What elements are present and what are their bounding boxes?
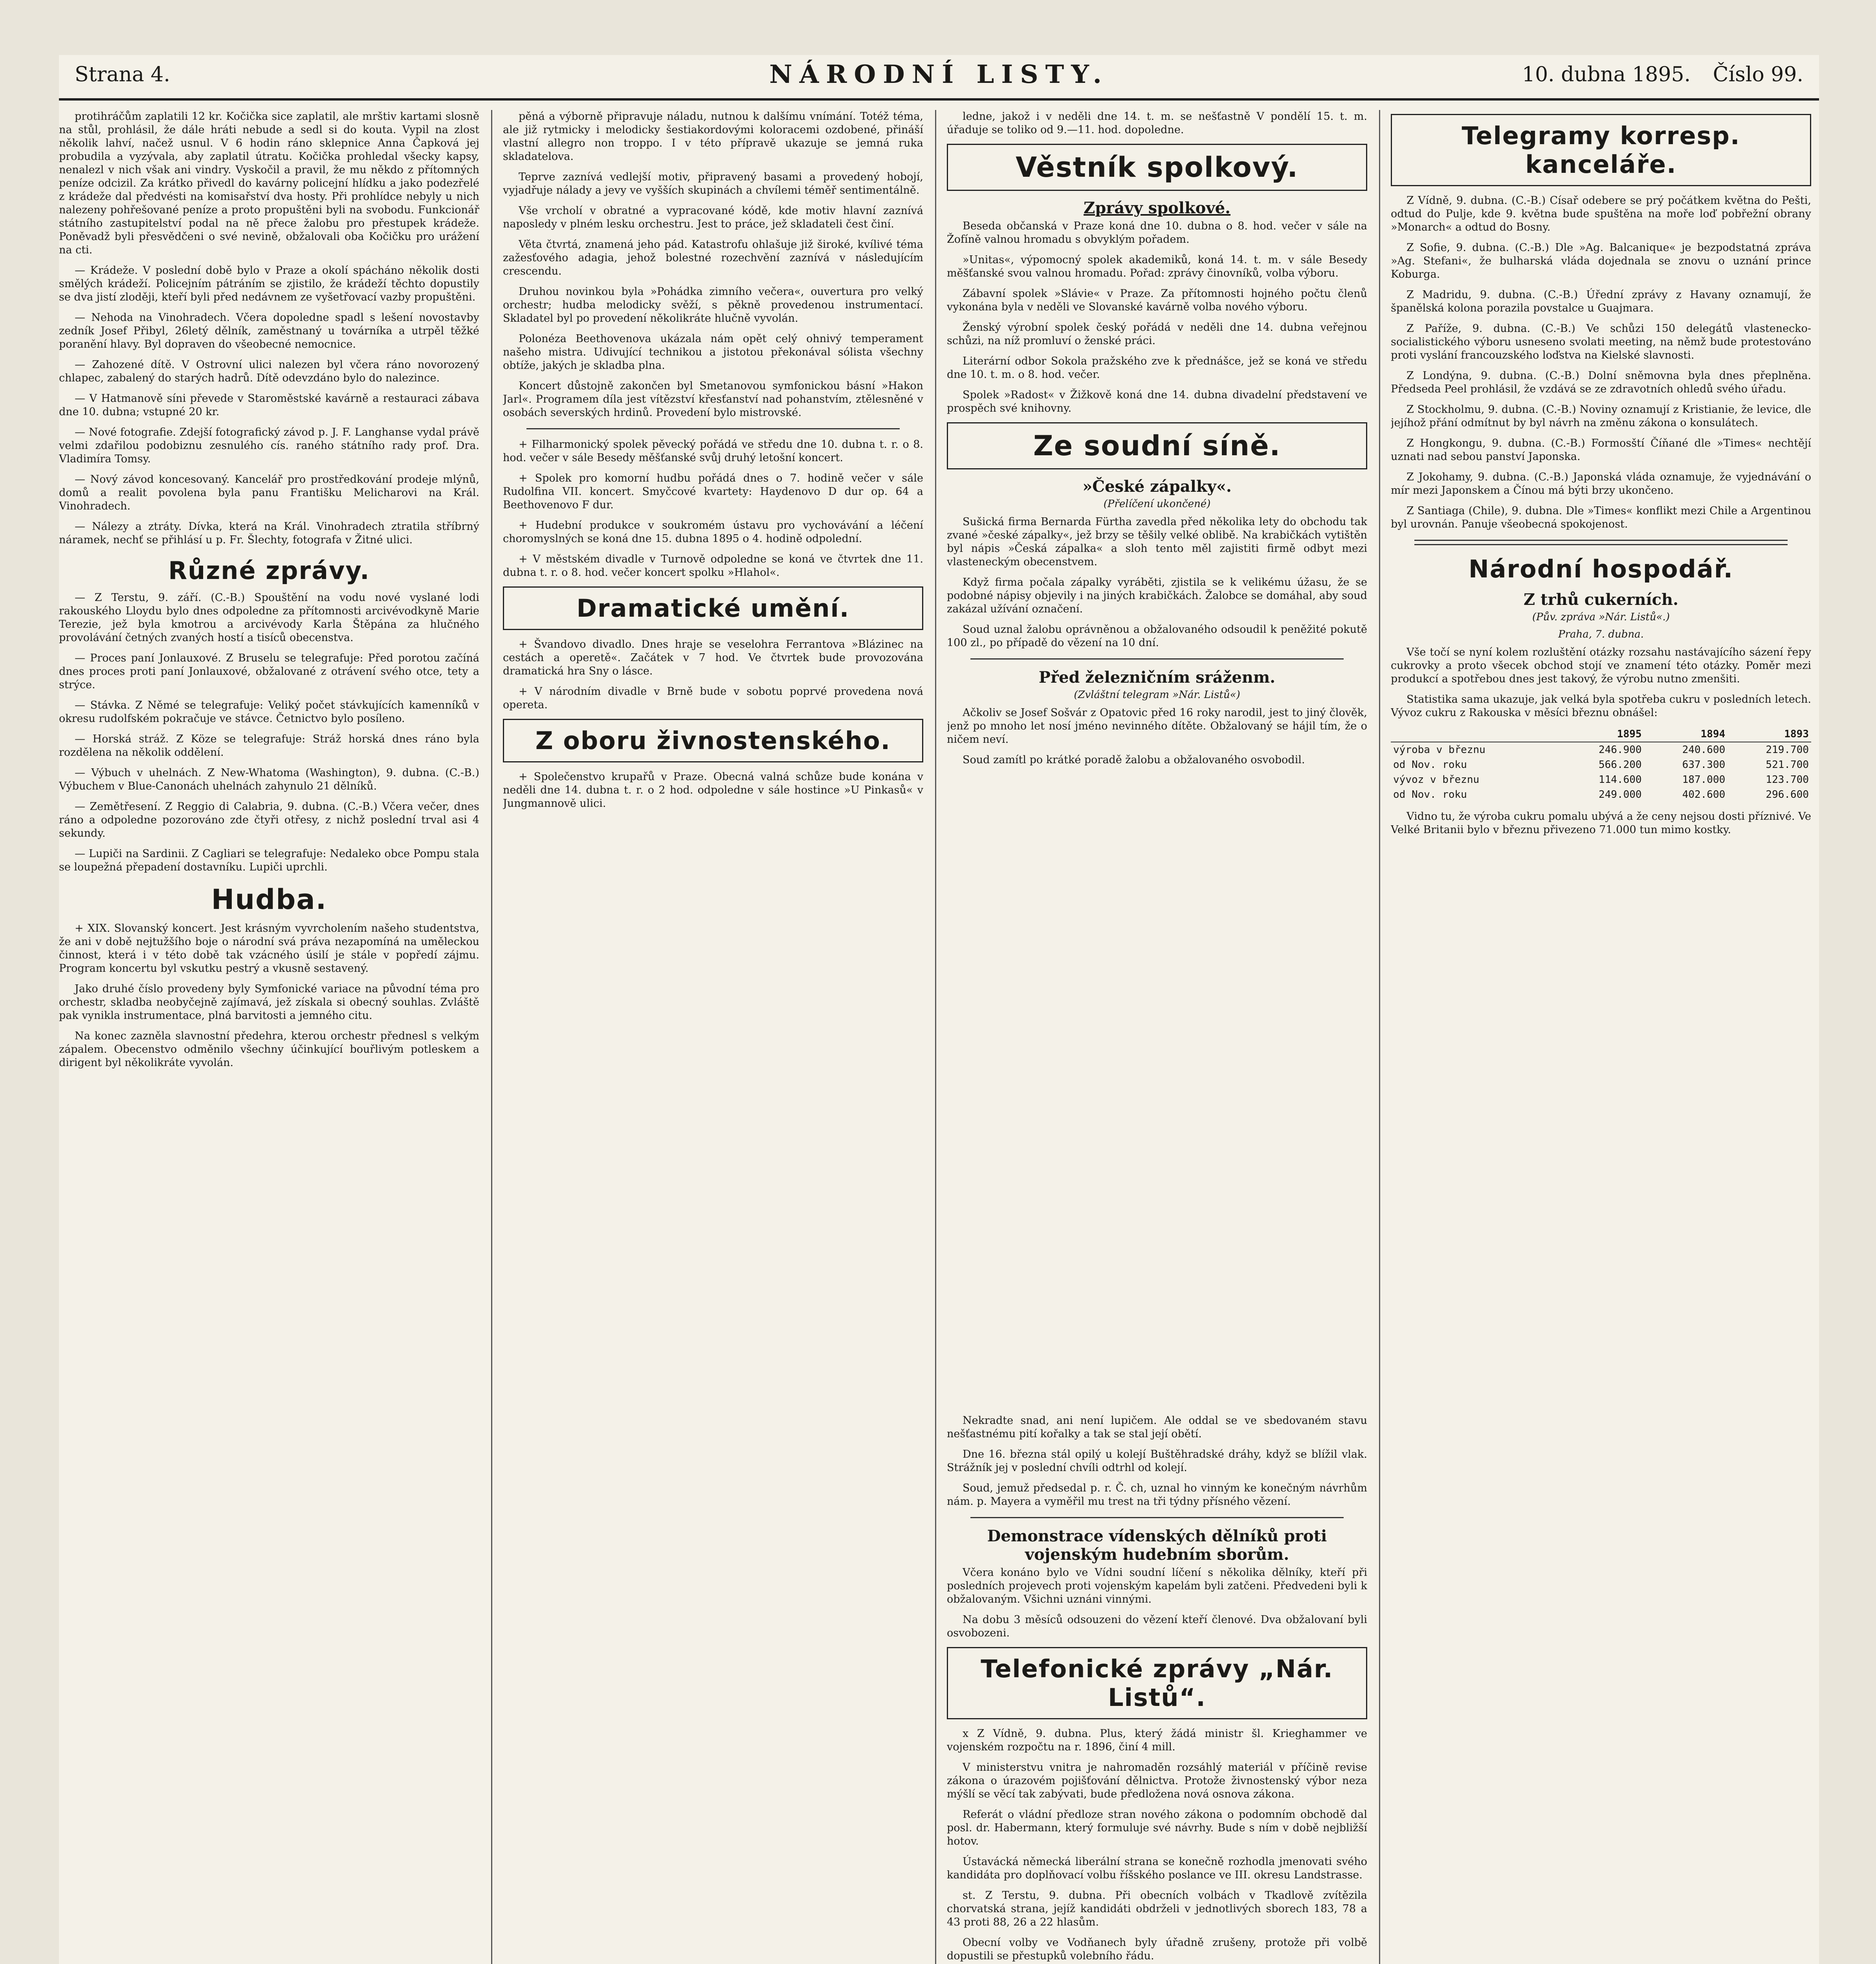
- article-paragraph: Soud, jemuž předsedal p. r. Č. ch, uznal ho vinným ke konečným návrhům nám. p. Mayera a vyměřil mu trest na tři týdny přísného vězení.: [947, 1482, 1367, 1508]
- section-box: [947, 1647, 1367, 1719]
- article-paragraph: Z Stockholmu, 9. dubna. (C.-B.) Noviny oznamují z Kristianie, že levice, dle jejíhož přání odmítnut by byl návrh na změnu zákona o konsulátech.: [1391, 403, 1811, 429]
- article-paragraph: Teprve zaznívá vedlejší motiv, připravený basami a provedený hobojí, vyjadřuje nálady a jevy ve vyšších skupinách a chvílemi téměř sentimentálně.: [503, 171, 923, 196]
- newspaper-page: [59, 55, 1819, 1964]
- subsection-heading: Demonstrace vídenských dělníků proti vojenským hudebním sborům.: [987, 1527, 1327, 1564]
- table-cell: 187.000: [1682, 774, 1726, 786]
- article-paragraph: Z Sofie, 9. dubna. (C.-B.) Dle »Ag. Balcanique« je bezpodstatná zpráva »Ag. Stefani«, že bulharská vláda dojednala se znovu o uznání prince Koburga.: [1391, 242, 1811, 280]
- subsection-note: (Přelíčení ukončené): [1103, 498, 1211, 510]
- article-paragraph: Z Paříže, 9. dubna. (C.-B.) Ve schůzi 150 delegátů vlastenecko-socialistického výboru usneseno svolati meeting, na němž bude protestováno proti vyslání francouzského loďstva na Kielské slavnosti.: [1391, 322, 1811, 361]
- article-paragraph: Dne 16. března stál opilý u kolejí Buštěhradské dráhy, když se blížil vlak. Strážník jej v poslední chvíli odtrhl od kolejí.: [947, 1448, 1367, 1474]
- column-rule: [1379, 110, 1380, 1964]
- table-header-cell: [1391, 727, 1561, 742]
- article-paragraph: Vše točí se nyní kolem rozluštění otázky rozsahu nastávajícího sázení řepy cukrovky a proto všecek obchod stojí ve znamení této otázky. Poměr mezi produkcí a spotřebou dnes jest takový, že výrobu nutno zmenšiti.: [1391, 646, 1811, 685]
- article-paragraph: Z Vídně, 9. dubna. (C.-B.) Císař odebere se prý počátkem května do Pešti, odtud do Pulje, kde 9. května bude spuštěna na moře loď pobřežní obrany »Monarch« a odtud do Bosny.: [1391, 194, 1811, 233]
- article-paragraph: Na dobu 3 měsíců odsouzeni do vězení kteří členové. Dva obžalovaní byli osvobozeni.: [947, 1614, 1367, 1639]
- section-heading: Telefonické zprávy „Nár. Listů“.: [981, 1654, 1333, 1712]
- section-box: [947, 144, 1367, 191]
- column-1: [59, 110, 479, 1964]
- page-number: Strana 4.: [75, 63, 171, 86]
- table-cell: 123.700: [1766, 774, 1809, 786]
- article-paragraph: Vše vrcholí v obratné a vypracované kódě, kde motiv hlavní zaznívá naposledy v plném lesku orchestru. Jest to práce, jež skladateli čest činí.: [503, 205, 923, 230]
- article-paragraph: pěná a výborně připravuje náladu, nutnou k dalšímu vnímání. Totéž téma, ale již rytmicky i melodicky šestiakordovými koloracemi ozdobené, přináší vlastní allegro non troppo. I v této přípravě ukazuje se jemná ruka skladatelova.: [503, 110, 923, 163]
- notice-paragraph: + V městském divadle v Turnově odpoledne se koná ve čtvrtek dne 11. dubna t. r. o 8. hod. večer koncert spolku »Hlahol«.: [503, 553, 923, 579]
- article-paragraph: Včera konáno bylo ve Vídni soudní líčení s několika dělníky, kteří při posledních projevech proti vojenským kapelám byli zatčeni. Předvedeni byli k obžalovaným. Všichni uznáni vinnými.: [947, 1566, 1367, 1605]
- section-box: [947, 422, 1367, 469]
- article-paragraph: V ministerstvu vnitra je nahromaděn rozsáhlý materiál v příčině revise zákona o úrazovém pojišťování dělnictva. Protože živnostenský výbor neza mýšlí se věcí tak zabývati, bude předložena nová osnova zákona.: [947, 1761, 1367, 1800]
- article-paragraph: st. Z Terstu, 9. dubna. Při obecních volbách v Tkadlově zvítězila chorvatská strana, jejíž kandidáti obdrželi v jednotlivých sborech 183, 78 a 43 proti 88, 26 a 22 hlasům.: [947, 1889, 1367, 1928]
- article-paragraph: + Švandovo divadlo. Dnes hraje se veselohra Ferrantova »Blázinec na cestách a operetě«. Začátek v 7 hod. Ve čtvrtek bude provozována dramatická hra Sny o lásce.: [503, 638, 923, 677]
- subsection-heading: »České zápalky«.: [1082, 477, 1232, 496]
- section-heading: Z oboru živnostenského.: [535, 726, 891, 755]
- column-4: [1391, 110, 1811, 1964]
- article-paragraph: Beseda občanská v Praze koná dne 10. dubna o 8. hod. večer v sále na Žofíně valnou hromadu s obvyklým pořadem.: [947, 220, 1367, 246]
- newspaper-title: NÁRODNÍ LISTY.: [769, 60, 1109, 89]
- table-header-cell: 1894: [1644, 727, 1728, 742]
- article-paragraph: Koncert důstojně zakončen byl Smetanovou symfonickou básní »Hakon Jarl«. Programem díla jest vítězství křesťanství nad pohanstvím, ztělesněné v osobách severských hrdinů. Provedení bylo mistrovské.: [503, 380, 923, 419]
- table-cell: vývoz v březnu: [1393, 774, 1480, 786]
- column-3-lower: [947, 1414, 1367, 1964]
- article-paragraph: »Unitas«, výpomocný spolek akademiků, koná 14. t. m. v sále Besedy měšťanské svou valnou hromadu. Pořad: zprávy činovníků, volba výboru.: [947, 254, 1367, 279]
- article-paragraph: + XIX. Slovanský koncert. Jest krásným vyvrcholením našeho studentstva, že ani v době nejtužšího boje o národní svá práva nezapomíná na uměleckou činnost, která i v této době tak vzácného úsilí je stále v popředí zájmu. Program koncertu byl vskutku pestrý a vkusně sestavený.: [59, 922, 479, 975]
- article-paragraph: Polonéza Beethovenova ukázala nám opět celý ohnivý temperament našeho mistra. Udivující technikou a jistotou překonával sólista všechny obtíže, jakých je skladba plna.: [503, 333, 923, 372]
- column-rule: [935, 110, 936, 1964]
- article-paragraph: Soud zamítl po krátké poradě žalobu a obžalovaného osvobodil.: [963, 754, 1305, 766]
- table-row: [1391, 742, 1811, 757]
- article-paragraph: Ačkoliv se Josef Sošvár z Opatovic před 16 roky narodil, jest to jiný člověk, jenž po mnoho let nosí jméno nevinného dítěte. Obžalovaný se hájil tím, že o ničem neví.: [947, 707, 1367, 746]
- subsection-heading: Z trhů cukerních.: [1523, 590, 1679, 609]
- table-cell: 246.900: [1598, 744, 1642, 756]
- table-cell: 637.300: [1682, 759, 1726, 771]
- masthead: [59, 55, 1819, 101]
- article-paragraph: Nekradte snad, ani není lupičem. Ale oddal se ve sbedovaném stavu nešťastnému pití kořalky a tak se stal její obětí.: [947, 1414, 1367, 1440]
- subsection-heading: Zprávy spolkové.: [1084, 199, 1230, 217]
- divider: [526, 428, 900, 429]
- article-paragraph: Spolek »Radost« v Žižkově koná dne 14. dubna divadelní představení ve prospěch své knihovny.: [947, 389, 1367, 414]
- table-header-cell: 1893: [1727, 727, 1811, 742]
- section-heading: Národní hospodář.: [1468, 555, 1734, 583]
- article-paragraph: Z Santiaga (Chile), 9. dubna. Dle »Times« konflikt mezi Chile a Argentinou byl urovnán. Panuje všeobecná spokojenost.: [1391, 505, 1811, 530]
- section-heading: Různé zprávy.: [168, 556, 370, 585]
- article-paragraph: — Lupiči na Sardinii. Z Cagliari se telegrafuje: Nedaleko obce Pompu stala se loupežná přepadení dostavníku. Lupiči uprchli.: [59, 848, 479, 873]
- article-paragraph: — Horská stráž. Z Köze se telegrafuje: Stráž horská dnes ráno byla rozdělena na několik oddělení.: [59, 733, 479, 758]
- article-paragraph: Soud uznal žalobu oprávněnou a obžalovaného odsoudil k peněžité pokutě 100 zl., po případě do vězení na 10 dní.: [947, 623, 1367, 649]
- section-box: [503, 586, 923, 630]
- table-cell: 249.000: [1598, 789, 1642, 801]
- table-header-row: [1391, 727, 1811, 742]
- table-cell: od Nov. roku: [1393, 759, 1467, 771]
- article-paragraph: x Z Vídně, 9. dubna. Plus, který žádá ministr šl. Krieghammer ve vojenském rozpočtu na r. 1896, činí 4 mill.: [947, 1728, 1367, 1753]
- article-paragraph: ledne, jakož i v neděli dne 14. t. m. se nešťastně V pondělí 15. t. m. úřaduje se toliko od 9.—11. hod. dopoledne.: [947, 110, 1367, 136]
- table-cell: 114.600: [1598, 774, 1642, 786]
- section-heading: Dramatické umění.: [576, 594, 850, 623]
- subsection-note: (Zvláštní telegram »Nár. Listů«): [1074, 689, 1240, 701]
- article-paragraph: Druhou novinkou byla »Pohádka zimního večera«, ouvertura pro velký orchestr; hudba melodicky svěží, s pěkně provedenou instrumentací. Skladatel byl po provedení několikráte hlučně vyvolán.: [503, 286, 923, 324]
- article-paragraph: Obecní volby ve Vodňanech byly úřadně zrušeny, protože při volbě dopustili se přestupků volebního řádu.: [947, 1937, 1367, 1962]
- article-paragraph: Z Madridu, 9. dubna. (C.-B.) Úřední zprávy z Havany oznamují, že španělská kolona porazila povstalce u Guajmara.: [1391, 289, 1811, 314]
- section-box: [1391, 114, 1811, 186]
- article-paragraph: protihráčům zaplatili 12 kr. Kočička sice zaplatil, ale mrštiv kartami slosně na stůl, prohlásil, že dále hráti nebude a sedl si do kouta. Vypil na zlost několik lahví, načež usnul. V 6 hodin ráno sklepnice Anna Čapková jej probudila a vyzývala, aby zaplatil útratu. Kočička prohledal všecky kapsy, nenalezl v nich však ani vindry. Vyskočil a pravil, že mu někdo z přítomných peníze odcizil. Za krátko přivedl do kavárny policejní hlídku a jako podezřelé z krádeže dal předvésti na komisařství dva hosty. Při prohlídce nebyly u nich nalezeny pohřešované peníze a proto propuštěni byli na svobodu. Funkcionář státního zastupitelství podal na ně přece žalobu pro přestupek krádeže. Poněvadž byli přesvědčeni o své nevině, obžalovali oba Kočičku pro urážení na cti.: [59, 110, 479, 256]
- article-paragraph: Zábavní spolek »Slávie« v Praze. Za přítomnosti hojného počtu členů vykonána byla v neděli ve Slovanské kavárně volba nového výboru.: [947, 288, 1367, 313]
- article-paragraph: — Z Terstu, 9. září. (C.-B.) Spouštění na vodu nové vyslané lodi rakouského Lloydu bylo dnes odpoledne za přítomnosti arcivévodkyně Marie Terezie, jež byla kmotrou a arcivévody Karla Štěpána za hlučného provolávání četných zvaných hostí a tisíců obecenstva.: [59, 592, 479, 644]
- column-2: [503, 110, 923, 1964]
- article-paragraph: — Zemětřesení. Z Reggio di Calabria, 9. dubna. (C.-B.) Včera večer, dnes ráno a odpoledne pozorováno zde čtyři otřesy, z nichž poslední trval asi 4 sekundy.: [59, 801, 479, 839]
- article-paragraph: Sušická firma Bernarda Fürtha zavedla před několika lety do obchodu tak zvané »české zápalky«, jež brzy se těšily velké oblibě. Na krabičkách vytištěn byl nápis »Česká zápalka« a sloh tento měl zajistiti firmě odbyt mezi vlasteneckým obecenstvem.: [947, 516, 1367, 568]
- table-header-cell: 1895: [1561, 727, 1644, 742]
- table-cell: 402.600: [1682, 789, 1726, 801]
- article-paragraph: — Proces paní Jonlauxové. Z Bruselu se telegrafuje: Před porotou začíná dnes proces proti paní Jonlauxové, obžalované z otrávení svého otce, tety a strýce.: [59, 652, 479, 691]
- notice-paragraph: + Filharmonický spolek pěvecký pořádá ve středu dne 10. dubna t. r. o 8. hod. večer v sále Besedy měšťanské svůj druhý letošní koncert.: [503, 438, 923, 464]
- article-paragraph: Na konec zazněla slavnostní předehra, kterou orchestr přednesl s velkým zápalem. Obecenstvo odměnilo všechny účinkující bouřlivým potleskem a dirigent byl několikráte vyvolán.: [59, 1030, 479, 1069]
- article-paragraph: — V Hatmanově síni převede v Staroměstské kavárně a restauraci zábava dne 10. dubna; vstupné 20 kr.: [59, 392, 479, 418]
- sugar-statistics-table: [1391, 727, 1811, 802]
- table-cell: 521.700: [1766, 759, 1809, 771]
- article-paragraph: Jako druhé číslo provedeny byly Symfonické variace na původní téma pro orchestr, skladba neobyčejně zajímavá, jež získala si obecný souhlas. Zvláště pak vynikla instrumentace, plná barvitosti a jemného citu.: [59, 983, 479, 1022]
- article-paragraph: — Stávka. Z Němé se telegrafuje: Veliký počet stávkujících kamenníků v okresu rudolfském pokračuje ve stávce. Četnictvo bylo posíleno.: [59, 699, 479, 725]
- issue-date: 10. dubna 1895.: [1522, 63, 1691, 86]
- table-row: [1391, 772, 1811, 787]
- article-paragraph: Z Jokohamy, 9. dubna. (C.-B.) Japonská vláda oznamuje, že vyjednávání o mír mezi Japonskem a Čínou má býti brzy ukončeno.: [1391, 471, 1811, 496]
- dateline: Praha, 7. dubna.: [1558, 628, 1644, 640]
- article-paragraph: Literární odbor Sokola pražského zve k přednášce, jež se koná ve středu dne 10. t. m. o 8. hod. večer.: [947, 355, 1367, 381]
- article-paragraph: Ženský výrobní spolek český pořádá v neděli dne 14. dubna veřejnou schůzi, na níž promluví o ženské práci.: [947, 321, 1367, 347]
- article-paragraph: — Krádeže. V poslední době bylo v Praze a okolí spácháno několik dosti smělých krádeží. Policejním pátráním se zjistilo, že krádeží těchto dopustily se dva jistí zloději, kteří byli před nedávnem ze vyšetřovací vazby propuštěni.: [59, 264, 479, 303]
- table-cell: 240.600: [1682, 744, 1726, 756]
- issue-number: Číslo 99.: [1713, 63, 1803, 86]
- table-cell: 219.700: [1766, 744, 1809, 756]
- notice-paragraph: + Spolek pro komorní hudbu pořádá dnes o 7. hodině večer v sále Rudolfina VII. koncert. Smyčcové kvartety: Haydenovo D dur op. 64 a Beethovenovo F dur.: [503, 472, 923, 511]
- article-paragraph: Statistika sama ukazuje, jak velká byla spotřeba cukru v posledních letech. Vývoz cukru z Rakouska v měsíci březnu obnášel:: [1391, 693, 1811, 719]
- table-cell: výroba v březnu: [1393, 744, 1485, 756]
- article-paragraph: — Výbuch v uhelnách. Z New-Whatoma (Washington), 9. dubna. (C.-B.) Výbuchem v Blue-Canonách uhelnách zahynulo 21 dělníků.: [59, 767, 479, 792]
- divider: [970, 1517, 1344, 1518]
- article-paragraph: + Společenstvo krupařů v Praze. Obecná valná schůze bude konána v neděli dne 14. dubna t. r. o 2 hod. odpoledne v sále hostince »U Pinkasů« v Jungmannově ulici.: [503, 771, 923, 810]
- article-paragraph: Když firma počala zápalky vyráběti, zjistila se k velikému úžasu, že se podobné nápisy objevily i na jiných krabičkách. Žalobce se domáhal, aby soud zakázal užívání označení.: [947, 576, 1367, 615]
- column-rule: [491, 110, 492, 1964]
- article-paragraph: — Nálezy a ztráty. Dívka, která na Král. Vinohradech ztratila stříbrný náramek, nechť se přihlásí u p. Fr. Šlechty, fotografa v Žitné ulici.: [59, 520, 479, 546]
- table-cell: 296.600: [1766, 789, 1809, 801]
- article-paragraph: Z Londýna, 9. dubna. (C.-B.) Dolní sněmovna byla dnes přeplněna. Předseda Peel prohlásil, že vzdává se ze zdravotních ohledů svého úřadu.: [1391, 370, 1811, 395]
- article-paragraph: — Nové fotografie. Zdejší fotografický závod p. J. F. Langhanse vydal právě velmi zdařilou podobiznu zesnulého cís. raného státního rady prof. Dra. Vladimíra Tomsy.: [59, 426, 479, 465]
- table-row: [1391, 757, 1811, 772]
- table-cell: od Nov. roku: [1393, 789, 1467, 801]
- section-heading: Hudba.: [211, 883, 327, 916]
- divider: [1414, 540, 1788, 545]
- divider: [970, 658, 1344, 660]
- subsection-heading: Před železničním sráženm.: [1038, 668, 1276, 687]
- article-paragraph: + V národním divadle v Brně bude v sobotu poprvé provedena nová opereta.: [503, 685, 923, 711]
- table-row: [1391, 787, 1811, 802]
- article-paragraph: — Nehoda na Vinohradech. Včera dopoledne spadl s lešení novostavby zedník Josef Přibyl, 26letý dělník, zaměstnaný u továrníka a utrpěl těžké poranění hlavy. Byl dopraven do všeobecné nemocnice.: [59, 311, 479, 350]
- article-paragraph: — Nový závod koncesovaný. Kancelář pro prostředkování prodeje mlýnů, domů a realit povolena byla panu Františku Melicharovi na Král. Vinohradech.: [59, 473, 479, 512]
- section-box: [503, 719, 923, 762]
- section-heading: Ze soudní síně.: [1033, 430, 1281, 462]
- section-heading: Telegramy korresp. kanceláře.: [1462, 121, 1740, 179]
- article-paragraph: — Zahozené dítě. V Ostrovní ulici nalezen byl včera ráno novorozený chlapec, zabalený do starých hadrů. Dítě odevzdáno bylo do nalezince.: [59, 359, 479, 384]
- article-paragraph: Ústavácká německá liberální strana se konečně rozhodla jmenovati svého kandidáta pro doplňovací volbu říšského poslance ve III. okresu Landstrasse.: [947, 1856, 1367, 1881]
- article-paragraph: Z Hongkongu, 9. dubna. (C.-B.) Formosští Číňané dle »Times« nechtějí uznati nad sebou panství Japonska.: [1391, 437, 1811, 463]
- section-heading: Věstník spolkový.: [1016, 151, 1298, 183]
- table-cell: 566.200: [1598, 759, 1642, 771]
- article-paragraph: Věta čtvrtá, znamená jeho pád. Katastrofu ohlašuje již široké, kvílivé téma zažesťového adagia, jehož bolestné rozechvění zaznívá v následujícím crescendu.: [503, 238, 923, 277]
- subsection-note: (Pův. zpráva »Nár. Listů«.): [1532, 611, 1670, 623]
- masthead-right: [1506, 63, 1803, 86]
- notice-paragraph: + Hudební produkce v soukromém ústavu pro vychovávání a léčení choromyslných se koná dne 15. dubna 1895 o 4. hodině odpolední.: [503, 519, 923, 545]
- article-paragraph: Referát o vládní předloze stran nového zákona o podomním obchodě dal posl. dr. Habermann, který formuluje své návrhy. Bude s ním v době nejbližší hotov.: [947, 1808, 1367, 1847]
- article-paragraph: Vidno tu, že výroba cukru pomalu ubývá a že ceny nejsou dosti příznivé. Ve Velké Britanii bylo v březnu přivezeno 71.000 tun mimo kostky.: [1391, 810, 1811, 836]
